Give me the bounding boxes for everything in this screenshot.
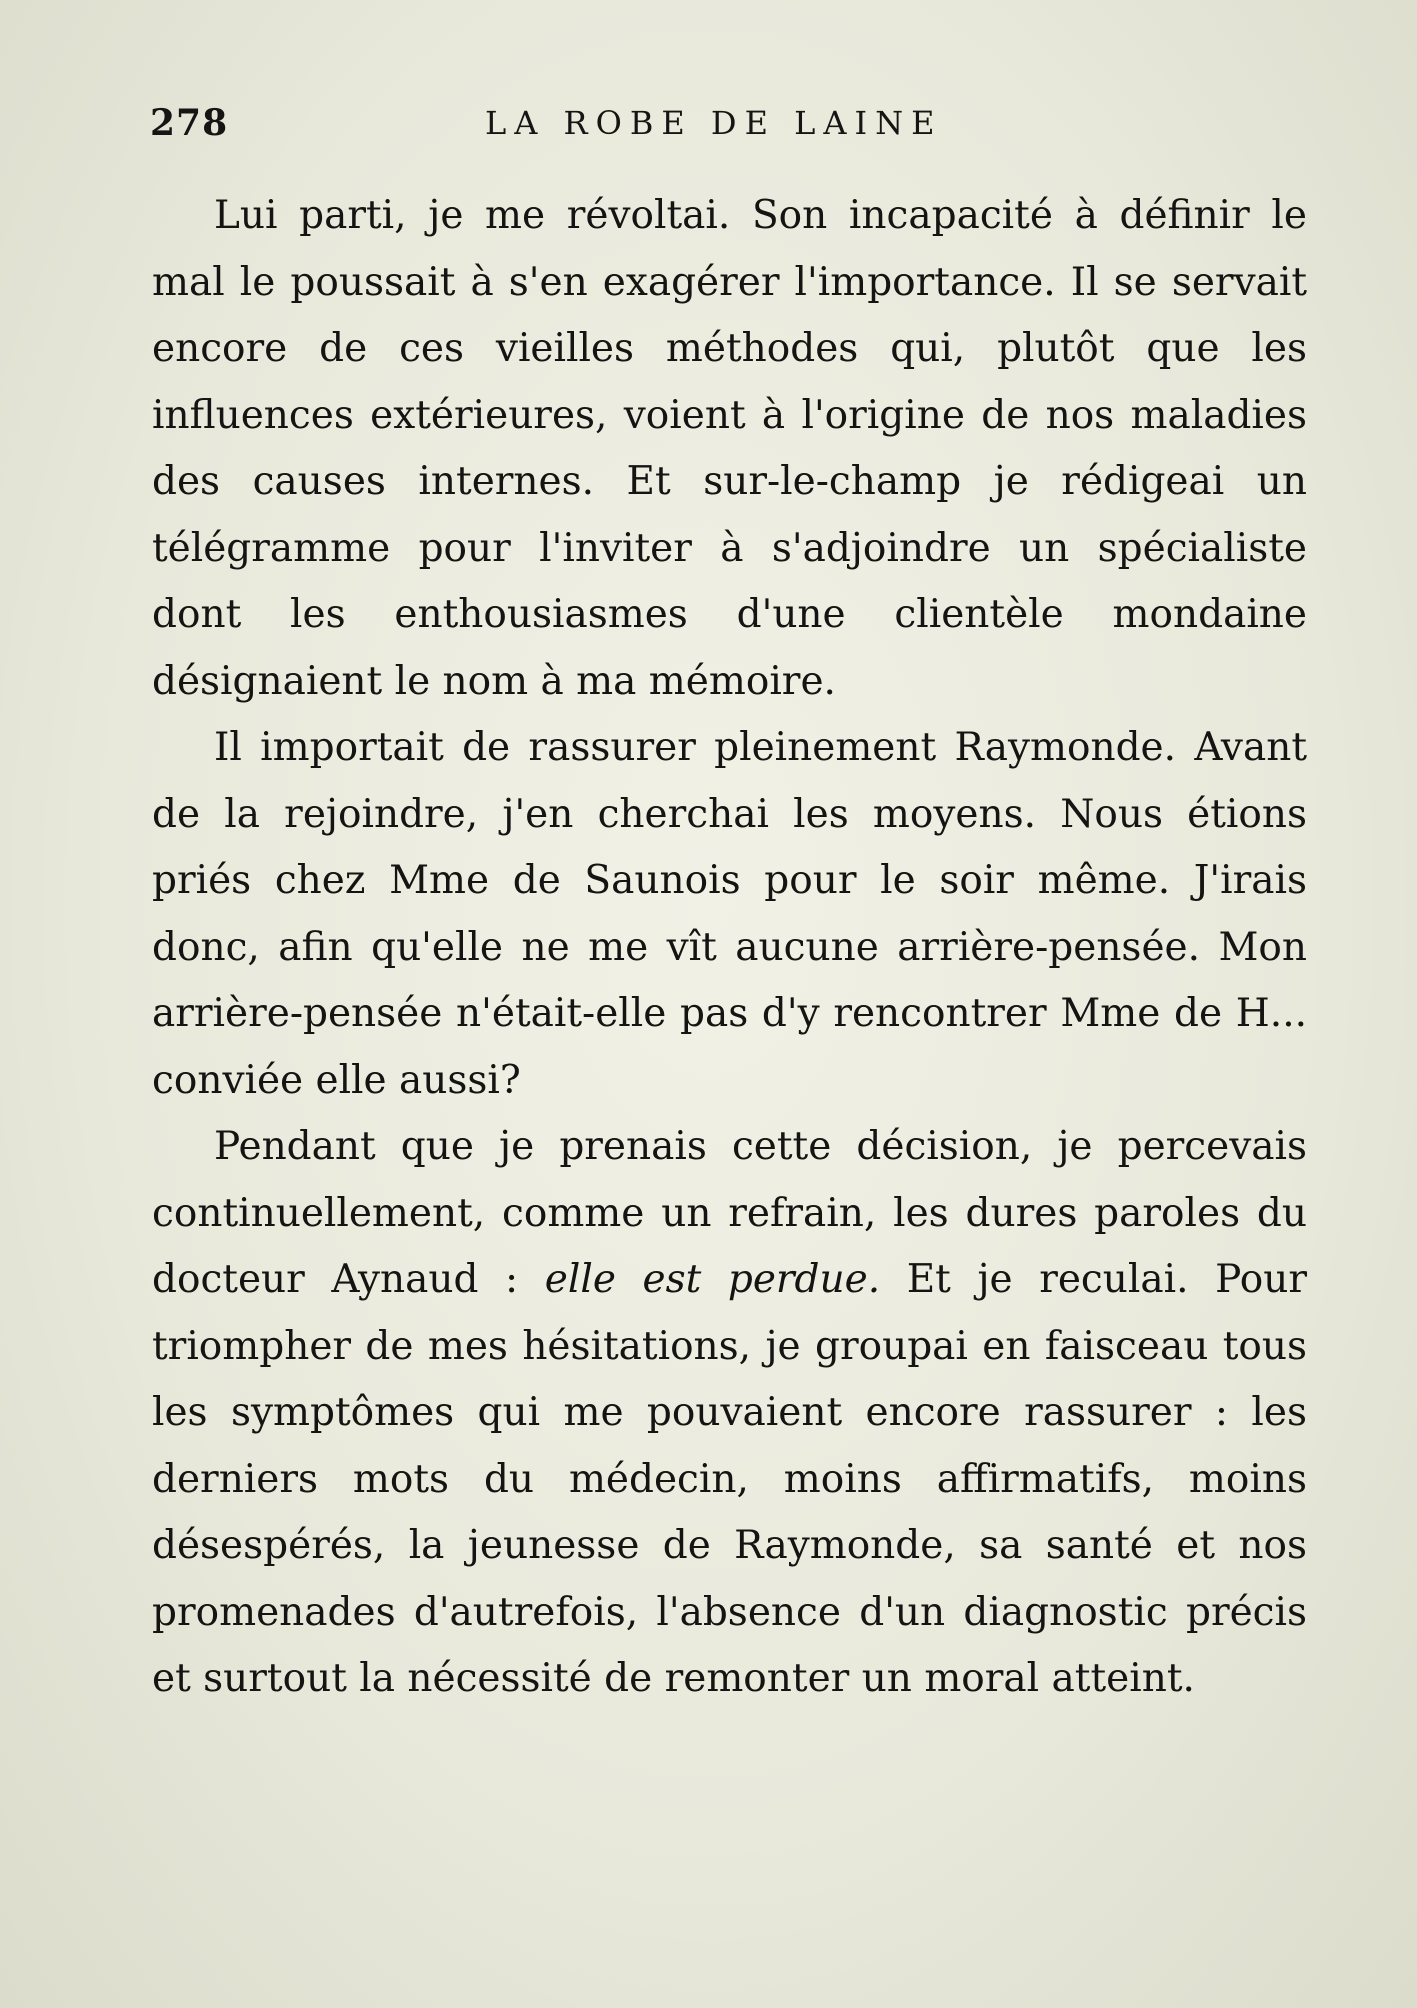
- paragraph-1: Lui parti, je me révoltai. Son incapacité à définir le mal le poussait à s'en exagérer l'importance. Il se servait encore de ces vieilles méthodes qui, plutôt que les influences extérieures, voient à l'origine de nos maladies des causes internes. Et sur-le-champ je rédigeai un télégramme pour l'inviter à s'adjoindre un spécialiste dont les enthousiasmes d'une clientèle mondaine désignaient le nom à ma mémoire.: [152, 193, 1307, 704]
- running-title: LA ROBE DE LAINE: [485, 104, 943, 142]
- body-text: [152, 183, 1307, 1713]
- italic-quote: elle est perdue.: [544, 1257, 881, 1302]
- paragraph-2: Il importait de rassurer pleinement Raymonde. Avant de la rejoindre, j'en cherchai les moyens. Nous étions priés chez Mme de Saunois pour le soir même. J'irais donc, afin qu'elle ne me vît aucune arrière-pensée. Mon arrière-pensée n'était-elle pas d'y rencontrer Mme de H... conviée elle aussi?: [152, 725, 1307, 1103]
- page-header: [150, 102, 1310, 152]
- paragraph-3: [152, 1114, 1307, 1713]
- paragraph-3-text-after: Et je reculai. Pour triompher de mes hésitations, je groupai en faisceau tous les symptômes qui me pouvaient encore rassurer : les derniers mots du médecin, moins affirmatifs, moins désespérés, la jeunesse de Raymonde, sa santé et nos promenades d'autrefois, l'absence d'un diagnostic précis et surtout la nécessité de remonter un moral atteint.: [152, 1257, 1307, 1701]
- paragraph-3-text-before: Pendant que je prenais cette décision, je percevais continuellement, comme un refrain, les dures paroles du docteur Aynaud :: [152, 1124, 1307, 1302]
- page-number: 278: [150, 102, 229, 144]
